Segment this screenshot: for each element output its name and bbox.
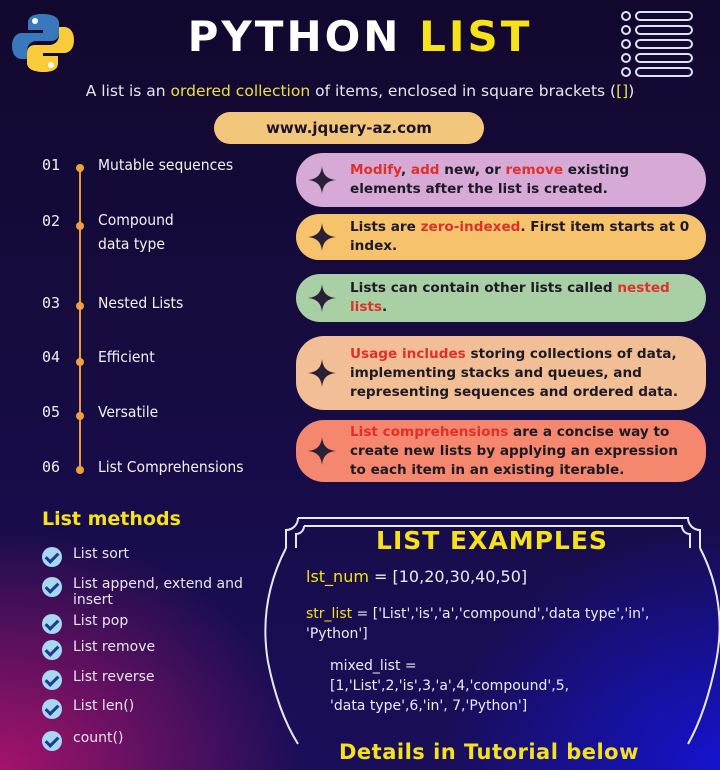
methods-title: List methods: [42, 508, 181, 530]
method-label: List sort: [73, 546, 130, 562]
code-var: str_list: [306, 606, 353, 622]
subtitle-pre: A list is an: [85, 82, 171, 100]
check-icon: [42, 731, 62, 751]
timeline-dot: [76, 302, 84, 310]
sparkle-icon: [306, 282, 338, 314]
code-mixed-list: [330, 656, 710, 716]
subtitle: [0, 82, 720, 100]
check-icon: [42, 640, 62, 660]
feature-pill: [296, 214, 706, 260]
feature-highlight: Usage includes: [350, 345, 466, 362]
method-item: [42, 669, 263, 690]
check-icon: [42, 699, 62, 719]
timeline-dot: [76, 412, 84, 420]
method-label: List reverse: [73, 669, 155, 685]
timeline-num: 02: [42, 212, 61, 230]
title-list: LIST: [419, 12, 533, 61]
feature-pill: [296, 336, 706, 410]
timeline-label: List Comprehensions: [98, 458, 244, 476]
method-item: [42, 576, 263, 608]
feature-text: [350, 161, 690, 199]
timeline-label: Compound data type: [98, 211, 174, 253]
timeline-label: Mutable sequences: [98, 156, 234, 174]
code-line: 'data type',6,'in', 7,'Python']: [330, 698, 528, 714]
sparkle-icon: [306, 435, 338, 467]
timeline-num: 06: [42, 458, 61, 476]
feature-text-part: storing collections of data, implementing stacks and queues, and representing sequences and ordered data.: [350, 345, 679, 400]
timeline-label: Nested Lists: [98, 294, 184, 312]
code-lst-num: [306, 567, 527, 587]
check-icon: [42, 547, 62, 567]
method-label: List append, extend and insert: [73, 576, 243, 608]
method-item: [42, 730, 263, 751]
feature-highlight: List comprehensions: [350, 423, 509, 440]
feature-text: [350, 345, 690, 402]
code-value: 'Python']: [306, 626, 368, 642]
subtitle-post: ): [628, 82, 635, 100]
feature-text-part: existing elements after the list is created.: [350, 162, 630, 197]
method-item: [42, 613, 263, 634]
list-lines-icon: [618, 8, 696, 78]
sparkle-icon: [306, 164, 338, 196]
timeline-dot: [76, 466, 84, 474]
examples-title: LIST EXAMPLES: [376, 526, 608, 555]
code-line: [1,'List',2,'is',3,'a',4,'compound',5,: [330, 678, 570, 694]
code-value: = [10,20,30,40,50]: [368, 567, 528, 586]
feature-text-part: .: [382, 299, 388, 315]
check-icon: [42, 577, 62, 597]
page-title: [0, 12, 720, 61]
code-line: mixed_list =: [330, 658, 417, 674]
timeline-dot: [76, 222, 84, 230]
feature-pill: [296, 274, 706, 322]
subtitle-highlight: ordered collection: [170, 82, 311, 100]
timeline-dot: [76, 164, 84, 172]
timeline-num: 03: [42, 294, 61, 312]
feature-text-part: . First item starts at 0 index.: [350, 219, 690, 254]
feature-highlight: remove: [505, 162, 564, 178]
title-python: PYTHON: [187, 12, 402, 61]
sparkle-icon: [306, 357, 338, 389]
feature-pill: [296, 420, 706, 482]
method-label: List remove: [73, 639, 156, 655]
timeline-num: 05: [42, 403, 61, 421]
sparkle-icon: [306, 221, 338, 253]
feature-text-part: ,: [400, 162, 411, 178]
timeline-line: [79, 168, 81, 468]
feature-highlight: zero-indexed: [420, 219, 521, 235]
code-str-list: [306, 604, 706, 644]
timeline-label: Efficient: [98, 348, 155, 366]
check-icon: [42, 614, 62, 634]
feature-highlight: Modify: [350, 162, 401, 178]
feature-text-part: Lists are: [350, 219, 421, 235]
method-item: [42, 546, 263, 567]
code-var: lst_num: [306, 567, 369, 586]
method-item: [42, 698, 263, 719]
feature-highlight: nested lists: [350, 280, 670, 315]
timeline-num: 01: [42, 156, 61, 174]
method-label: List len(): [73, 698, 135, 714]
timeline-label: Versatile: [98, 403, 159, 421]
footer-text: Details in Tutorial below: [338, 740, 640, 764]
feature-pill: [296, 153, 706, 207]
subtitle-brackets: []: [616, 82, 629, 100]
code-value: = ['List','is','a','compound','data type','in',: [352, 606, 650, 622]
feature-text: [350, 423, 690, 480]
method-label: List pop: [73, 613, 129, 629]
url-badge[interactable]: www.jquery-az.com: [214, 112, 484, 144]
method-item: [42, 639, 263, 660]
subtitle-mid: of items, enclosed in square brackets (: [310, 82, 617, 100]
timeline-dot: [76, 358, 84, 366]
feature-text-part: are a concise way to create new lists by applying an expression to each item in an existing iterable.: [350, 423, 678, 478]
timeline-num: 04: [42, 348, 61, 366]
feature-text-part: new, or: [439, 162, 506, 178]
feature-text-part: Lists can contain other lists called: [350, 280, 618, 296]
method-label: count(): [73, 730, 124, 746]
feature-text: [350, 279, 690, 317]
check-icon: [42, 670, 62, 690]
feature-text: [350, 218, 690, 256]
feature-highlight: add: [410, 162, 440, 178]
